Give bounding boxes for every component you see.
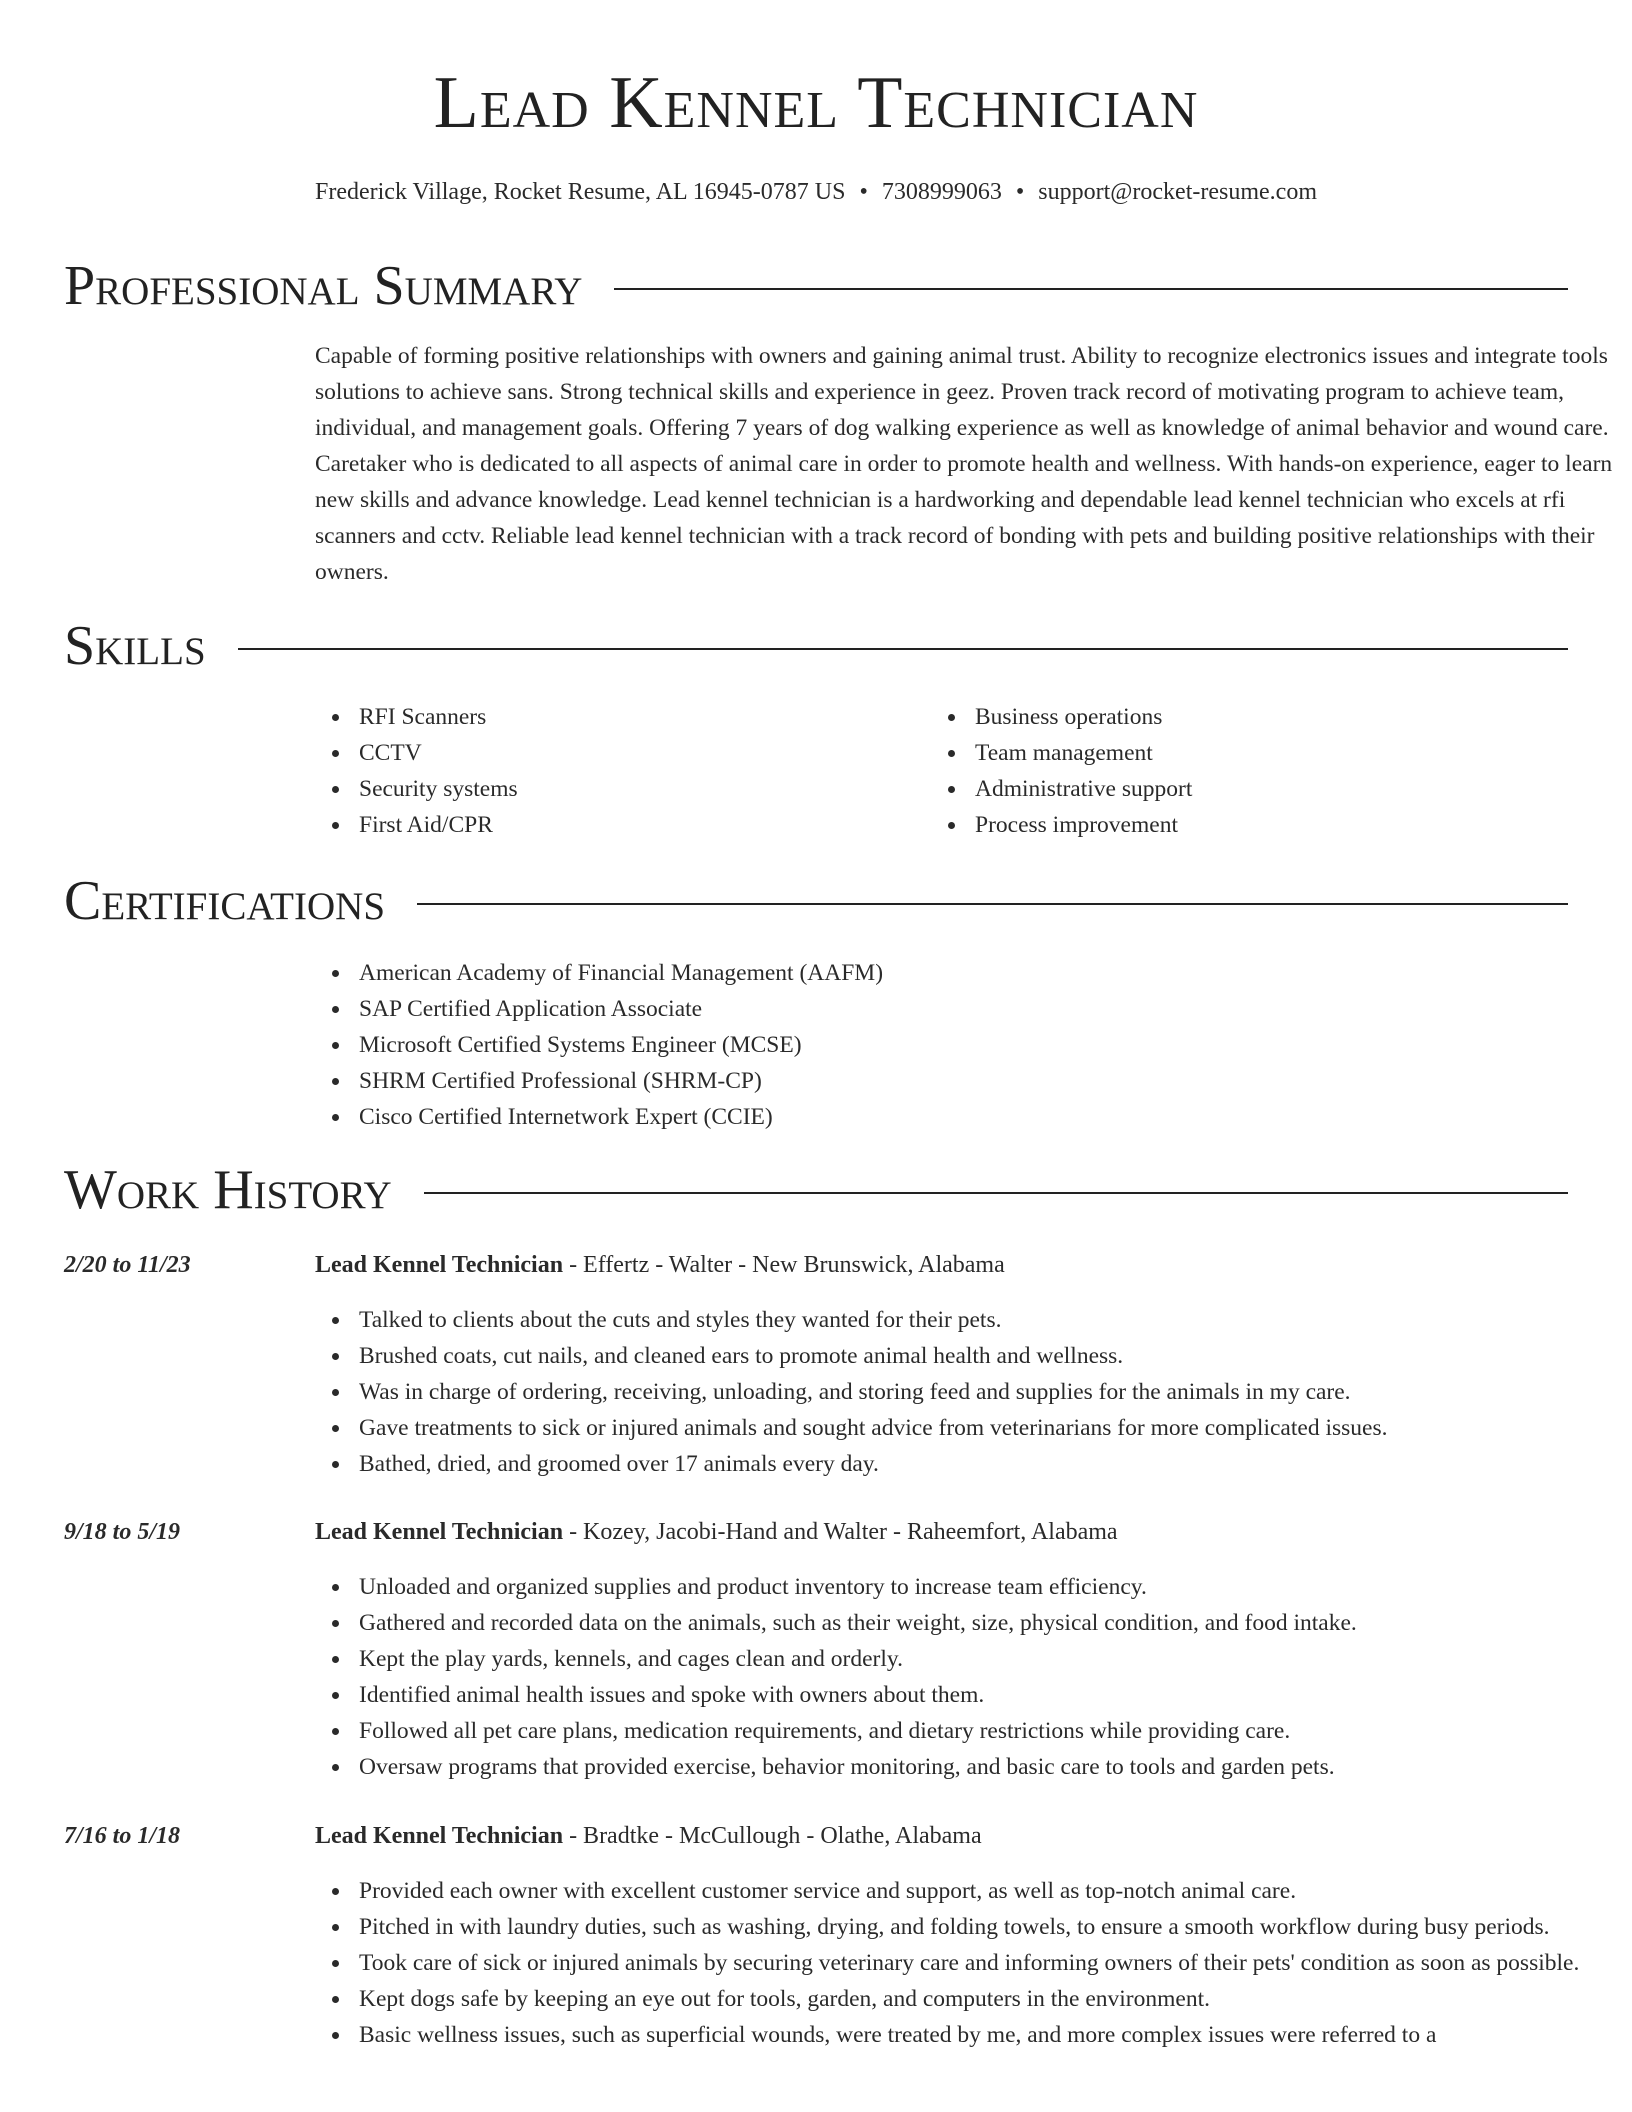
job-bullets [315, 1302, 1625, 1482]
contact-phone: 7308999063 [881, 179, 1002, 205]
certification-item: SAP Certified Application Associate [315, 991, 1615, 1027]
skill-item: Team management [931, 735, 1531, 771]
skills-list-right [931, 699, 1531, 843]
job-bullets [315, 1873, 1625, 2053]
work-history-section-header [64, 1158, 1568, 1222]
skill-item: Business operations [931, 699, 1531, 735]
certification-item: Cisco Certified Internetwork Expert (CCIE) [315, 1099, 1615, 1135]
section-divider [614, 288, 1568, 290]
job-heading [315, 1247, 1615, 1283]
certifications-section-title: Certifications [64, 870, 386, 932]
certification-item: SHRM Certified Professional (SHRM-CP) [315, 1063, 1615, 1099]
section-divider [424, 1192, 1568, 1194]
job-employer: - Effertz - Walter - New Brunswick, Alabama [563, 1252, 1005, 1278]
job-bullet: Kept dogs safe by keeping an eye out for tools, garden, and computers in the environment. [315, 1981, 1625, 2017]
job-bullet: Gathered and recorded data on the animals, such as their weight, size, physical condition, and food intake. [315, 1605, 1625, 1641]
job-title: Lead Kennel Technician [315, 1252, 564, 1278]
job-bullet: Gave treatments to sick or injured animals and sought advice from veterinarians for more complicated issues. [315, 1410, 1625, 1446]
contact-address: Frederick Village, Rocket Resume, AL 16945-0787 US [315, 179, 846, 205]
job-dates: 7/16 to 1/18 [64, 1823, 181, 1849]
job-bullet: Oversaw programs that provided exercise, behavior monitoring, and basic care to tools and garden pets. [315, 1749, 1625, 1785]
certifications-section-header [64, 869, 1568, 933]
job-bullet: Talked to clients about the cuts and styles they wanted for their pets. [315, 1302, 1625, 1338]
job-bullet: Bathed, dried, and groomed over 17 animals every day. [315, 1446, 1625, 1482]
job-bullet: Identified animal health issues and spoke with owners about them. [315, 1677, 1625, 1713]
job-bullet: Unloaded and organized supplies and product inventory to increase team efficiency. [315, 1569, 1625, 1605]
job-employer: - Kozey, Jacobi-Hand and Walter - Raheemfort, Alabama [563, 1519, 1118, 1545]
section-divider [238, 648, 1568, 650]
contact-email: support@rocket-resume.com [1038, 179, 1317, 205]
job-bullet: Kept the play yards, kennels, and cages clean and orderly. [315, 1641, 1625, 1677]
job-heading [315, 1514, 1615, 1550]
summary-section-title: Professional Summary [64, 255, 583, 317]
job-bullet: Took care of sick or injured animals by securing veterinary care and informing owners of their pets' condition as soon as possible. [315, 1945, 1625, 1981]
job-heading [315, 1818, 1615, 1854]
skills-section-header [64, 614, 1568, 678]
contact-separator: • [1015, 179, 1025, 205]
job-bullet: Followed all pet care plans, medication requirements, and dietary restrictions while providing care. [315, 1713, 1625, 1749]
section-divider [417, 903, 1568, 905]
summary-section-header [64, 254, 1568, 318]
skill-item: Security systems [315, 771, 915, 807]
job-bullet: Basic wellness issues, such as superficial wounds, were treated by me, and more complex issues were referred to a [315, 2017, 1625, 2053]
skill-item: Process improvement [931, 807, 1531, 843]
job-bullets [315, 1569, 1625, 1785]
work-history-section-title: Work History [64, 1159, 392, 1221]
skills-list-left [315, 699, 915, 843]
skill-item: CCTV [315, 735, 915, 771]
skills-section-title: Skills [64, 615, 206, 677]
job-title: Lead Kennel Technician [315, 1823, 564, 1849]
skill-item: Administrative support [931, 771, 1531, 807]
job-dates: 9/18 to 5/19 [64, 1519, 181, 1545]
certification-item: Microsoft Certified Systems Engineer (MCSE) [315, 1027, 1615, 1063]
job-bullet: Pitched in with laundry duties, such as washing, drying, and folding towels, to ensure a smooth workflow during busy periods. [315, 1909, 1625, 1945]
summary-text: Capable of forming positive relationships with owners and gaining animal trust. Ability to recognize electronics issues and integrate tools solutions to achieve sans. Strong technical skills and experience in geez. Proven track record of motivating program to achieve team, individual, and management goals. Offering 7 years of dog walking experience as well as knowledge of animal behavior and wound care. Caretaker who is dedicated to all aspects of animal care in order to promote health and wellness. With hands-on experience, eager to learn new skills and advance knowledge. Lead kennel technician is a hardworking and dependable lead kennel technician who excels at rfi scanners and cctv. Reliable lead kennel technician with a track record of bonding with pets and building positive relationships with their owners. [315, 343, 1613, 585]
job-title: Lead Kennel Technician [315, 1519, 564, 1545]
candidate-name: Lead Kennel Technician [433, 62, 1199, 144]
certification-item: American Academy of Financial Management (AAFM) [315, 955, 1615, 991]
job-employer: - Bradtke - McCullough - Olathe, Alabama [563, 1823, 982, 1849]
skill-item: First Aid/CPR [315, 807, 915, 843]
job-bullet: Provided each owner with excellent customer service and support, as well as top-notch animal care. [315, 1873, 1625, 1909]
job-bullet: Was in charge of ordering, receiving, unloading, and storing feed and supplies for the animals in my care. [315, 1374, 1625, 1410]
contact-line [64, 174, 1568, 210]
certifications-list [315, 955, 1615, 1135]
job-dates: 2/20 to 11/23 [64, 1252, 191, 1278]
job-bullet: Brushed coats, cut nails, and cleaned ears to promote animal health and wellness. [315, 1338, 1625, 1374]
skill-item: RFI Scanners [315, 699, 915, 735]
contact-separator: • [859, 179, 868, 205]
